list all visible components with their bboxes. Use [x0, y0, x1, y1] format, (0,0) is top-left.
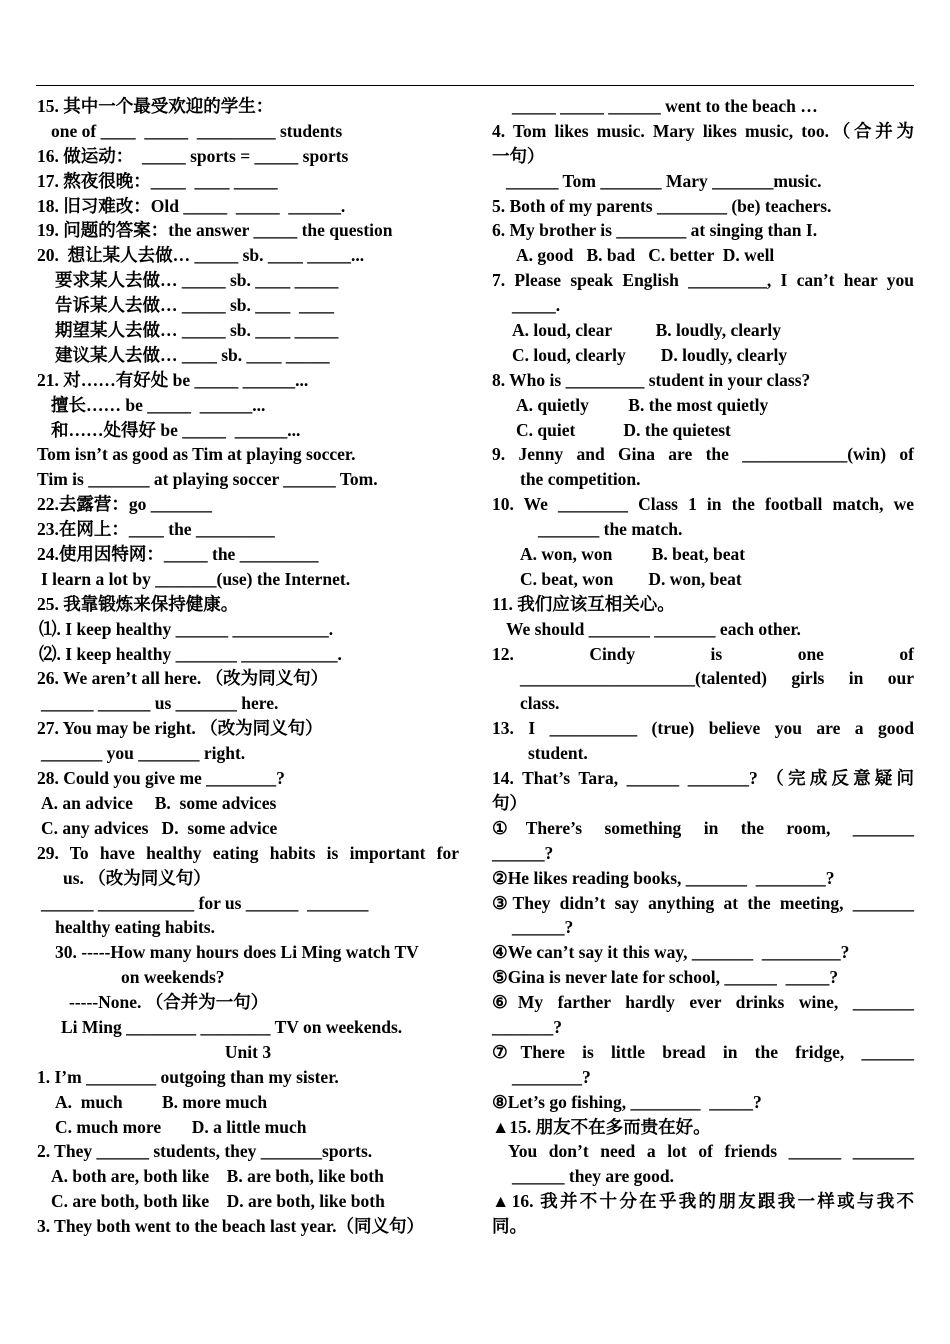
- left-column-line: Tim is _______ at playing soccer ______ Tom.: [37, 469, 378, 490]
- right-column-line: 6. My brother is ________ at singing than I.: [492, 220, 818, 241]
- right-column-line: 7. Please speak English _________, I can’t hear you: [492, 270, 914, 291]
- left-column-line: 27. You may be right. （改为同义句）: [37, 718, 323, 739]
- left-column-line: A. much B. more much: [55, 1091, 268, 1112]
- left-column-line: I learn a lot by _______(use) the Internet.: [41, 568, 351, 589]
- right-column-line: _______ the match.: [538, 519, 683, 540]
- left-column-line: 20. 想让某人去做… _____ sb. ____ _____...: [37, 245, 365, 266]
- right-column-line: 5. Both of my parents ________ (be) teachers.: [492, 195, 832, 216]
- left-column-line: _______ you _______ right.: [41, 743, 246, 764]
- right-column-line: 10. We ________ Class 1 in the football match, we: [492, 494, 914, 515]
- left-column-line: ______ ______ us _______ here.: [41, 693, 279, 714]
- left-column-line: 25. 我靠锻炼来保持健康。: [37, 593, 239, 614]
- right-column-line: A. good B. bad C. better D. well: [516, 245, 775, 266]
- left-column-line: 告诉某人去做… _____ sb. ____ ____: [55, 295, 335, 316]
- left-column-line: on weekends?: [121, 967, 225, 988]
- right-column-line: C. beat, won D. won, beat: [520, 568, 742, 589]
- right-column-line: _____.: [512, 295, 561, 316]
- left-column-line: 2. They ______ students, they _______sports.: [37, 1141, 373, 1162]
- right-column-line: ①There’s something in the room, _______: [492, 817, 914, 838]
- right-column-line: 11. 我们应该互相关心。: [492, 593, 675, 614]
- left-column-line: 3. They both went to the beach last year.（同义句）: [37, 1216, 424, 1237]
- left-column: [37, 94, 459, 1239]
- left-column-line: C. much more D. a little much: [55, 1116, 307, 1137]
- left-column-line: Tom isn’t as good as Tim at playing soccer.: [37, 444, 356, 465]
- right-column-line: 12. Cindy is one of: [492, 643, 914, 664]
- left-column-line: one of ____ _____ _________ students: [51, 120, 343, 141]
- left-column-line: 1. I’m ________ outgoing than my sister.: [37, 1066, 339, 1087]
- left-column-line: 18. 旧习难改：Old _____ _____ ______.: [37, 195, 346, 216]
- right-column-line: We should _______ _______ each other.: [506, 618, 801, 639]
- left-column-line: healthy eating habits.: [55, 917, 215, 938]
- right-column-line: ________?: [512, 1066, 591, 1087]
- right-column-line: student.: [528, 743, 588, 764]
- left-column-line: Li Ming ________ ________ TV on weekends.: [61, 1016, 403, 1037]
- left-column-line: 30. -----How many hours does Li Ming watch TV: [55, 942, 419, 963]
- right-column-line: A. won, won B. beat, beat: [520, 544, 746, 565]
- right-column-line: ④We can’t say it this way, _______ _________?: [492, 942, 850, 963]
- top-rule: [36, 85, 914, 86]
- left-column-line: 23.在网上：____ the _________: [37, 519, 275, 540]
- left-column-line: 15. 其中一个最受欢迎的学生：: [37, 96, 274, 116]
- right-column-line: C. loud, clearly D. loudly, clearly: [512, 344, 788, 365]
- right-column-line: ______?: [492, 842, 554, 863]
- left-column-line: 21. 对……有好处 be _____ ______...: [37, 369, 309, 390]
- right-column-line: 同。: [492, 1216, 527, 1237]
- right-column-line: C. quiet D. the quietest: [516, 419, 731, 440]
- right-column-line: 8. Who is _________ student in your class?: [492, 369, 811, 390]
- left-column-line: us. （改为同义句）: [63, 867, 211, 888]
- left-column-line: -----None. （合并为一句）: [69, 992, 269, 1013]
- left-column-line: Unit 3: [224, 1041, 272, 1062]
- left-column-line: ⑵. I keep healthy _______ ___________.: [39, 643, 342, 664]
- right-column-line: ⑤Gina is never late for school, ______ _____?: [492, 967, 839, 988]
- right-column-line: 4. Tom likes music. Mary likes music, too.（合并为: [492, 120, 914, 141]
- right-column-line: 一句）: [492, 145, 545, 166]
- right-column-line: 句）: [492, 792, 527, 813]
- right-column-line: ⑥My farther hardly ever drinks wine, _______: [492, 992, 914, 1013]
- left-column-line: 和……处得好 be _____ ______...: [51, 419, 301, 440]
- right-column-line: A. loud, clear B. loudly, clearly: [512, 320, 781, 341]
- left-column-line: 擅长…… be _____ ______...: [51, 394, 266, 415]
- right-column-line: ▲16. 我并不十分在乎我的朋友跟我一样或与我不: [492, 1191, 914, 1212]
- right-column-line: ______ they are good.: [512, 1166, 675, 1187]
- right-column-line: ⑧Let’s go fishing, ________ _____?: [492, 1091, 762, 1112]
- right-column-line: 9. Jenny and Gina are the ____________(win) of: [492, 444, 914, 465]
- right-column-line: 14. That’s Tara, ______ _______? （完成反意疑问: [492, 768, 914, 789]
- left-column-line: C. are both, both like D. are both, like both: [51, 1191, 385, 1212]
- right-column-line: class.: [520, 693, 560, 714]
- left-column-line: 29. To have healthy eating habits is important for: [37, 842, 459, 863]
- left-column-line: 要求某人去做… _____ sb. ____ _____: [55, 270, 339, 291]
- right-column: [492, 94, 914, 1239]
- right-column-line: ______ Tom _______ Mary _______music.: [506, 170, 822, 191]
- right-column-line: ____________________(talented) girls in our: [520, 668, 914, 689]
- right-column-line: ______?: [512, 917, 574, 938]
- right-column-line: ⑦There is little bread in the fridge, ______: [492, 1041, 914, 1062]
- right-column-line: ②He likes reading books, _______ ________?: [492, 867, 835, 888]
- left-column-line: ______ ___________ for us ______ _______: [41, 892, 369, 913]
- left-column-line: 17. 熬夜很晚：____ ____ _____: [37, 170, 278, 191]
- right-column-line: 13. I __________ (true) believe you are a good: [492, 718, 914, 739]
- left-column-line: 19. 问题的答案：the answer _____ the question: [37, 220, 393, 241]
- left-column-line: 期望某人去做… _____ sb. ____ _____: [55, 320, 339, 341]
- right-column-line: You don’t need a lot of friends ______ _______: [508, 1141, 914, 1162]
- right-column-line: _______?: [492, 1016, 562, 1037]
- left-column-line: A. both are, both like B. are both, like both: [51, 1166, 384, 1187]
- left-column-line: ⑴. I keep healthy ______ ___________.: [39, 618, 334, 639]
- right-column-line: the competition.: [520, 469, 641, 490]
- left-column-line: A. an advice B. some advices: [41, 792, 277, 813]
- right-column-line: ③They didn’t say anything at the meeting, _______: [492, 892, 914, 913]
- right-column-line: A. quietly B. the most quietly: [516, 394, 769, 415]
- left-column-line: C. any advices D. some advice: [41, 817, 278, 838]
- left-column-line: 16. 做运动： _____ sports = _____ sports: [37, 145, 349, 166]
- left-column-line: 建议某人去做… ____ sb. ____ _____: [55, 344, 330, 365]
- right-column-line: ▲15. 朋友不在多而贵在好。: [492, 1116, 711, 1137]
- right-column-line: _____ _____ ______ went to the beach …: [512, 96, 818, 116]
- left-column-line: 24.使用因特网：_____ the _________: [37, 544, 319, 565]
- left-column-line: 26. We aren’t all here. （改为同义句）: [37, 668, 329, 689]
- left-column-line: 28. Could you give me ________?: [37, 768, 285, 789]
- left-column-line: 22.去露营：go _______: [37, 494, 212, 515]
